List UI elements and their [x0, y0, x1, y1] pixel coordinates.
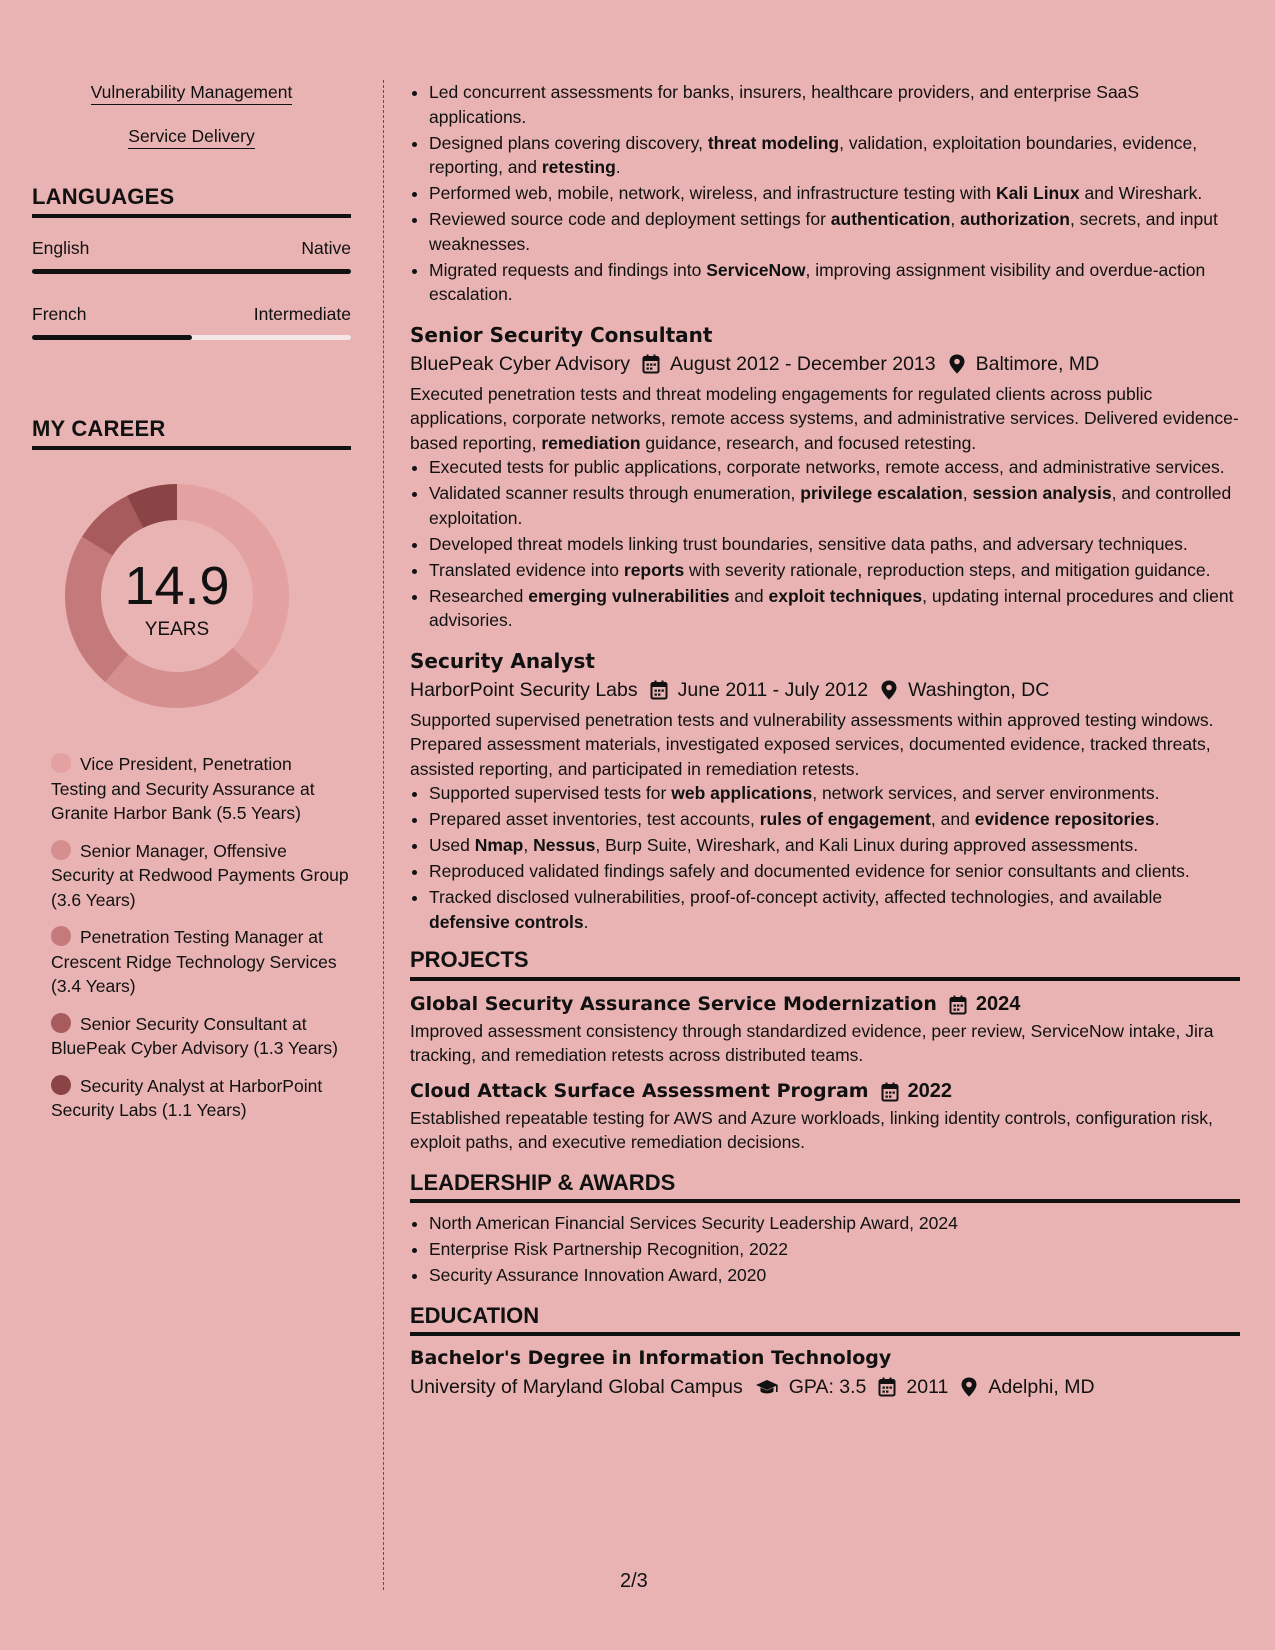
job-entry	[410, 647, 1240, 935]
project-entry	[410, 1076, 1240, 1155]
project-description: Improved assessment consistency through standardized evidence, peer review, ServiceNow intake, Jira tracking, and remediation retests across distributed teams.	[410, 1020, 1214, 1065]
legend-dot	[51, 1075, 71, 1095]
legend-dot	[51, 926, 71, 946]
career-label: Security Analyst at HarborPoint Security Labs (1.1 Years)	[51, 1075, 323, 1120]
education-title: EDUCATION	[410, 1304, 1240, 1337]
language-bar-fill	[32, 335, 192, 340]
column-divider	[383, 80, 384, 1590]
calendar-icon	[878, 1377, 896, 1397]
bold-text: Nessus	[533, 835, 596, 855]
language-bar	[32, 335, 351, 340]
bullet-item: • Validated scanner results through enumeration, privilege escalation, session analysis, and controlled exploitation.	[429, 481, 1240, 530]
language-name: English	[32, 238, 90, 258]
bold-text: exploit techniques	[768, 585, 923, 606]
bullet-item: • Designed plans covering discovery, threat modeling, validation, exploitation boundaries, evidence, reporting, and retesting.	[429, 131, 1240, 180]
project-year: 2024	[975, 992, 1021, 1015]
career-title: MY CAREER	[32, 416, 351, 450]
job-summary: Supported supervised penetration tests and vulnerability assessments within approved testing windows. Prepared assessment materials, investigated exposed services, documented evidence, tracked threats, assisted reporting, and participated in remediation retests.	[410, 709, 1214, 779]
bullet-item: • Reviewed source code and deployment settings for authentication, authorization, secrets, and input weaknesses.	[429, 207, 1240, 256]
languages-section	[32, 184, 351, 340]
job-title: Senior Security Consultant	[410, 322, 713, 347]
job-location: Baltimore, MD	[975, 352, 1100, 375]
bullet-item: • Led concurrent assessments for banks, insurers, healthcare providers, and enterprise SaaS applications.	[429, 80, 1240, 129]
graduation-cap-icon	[755, 1377, 779, 1397]
main-content	[410, 80, 1240, 1402]
career-label: Penetration Testing Manager at Crescent Ridge Technology Services (3.4 Years)	[51, 927, 337, 996]
bullet-item: • Executed tests for public applications, corporate networks, remote access, and administrative services.	[429, 455, 1240, 480]
job-dates: August 2012 - December 2013	[670, 352, 936, 375]
experience-list	[410, 321, 1240, 935]
language-name: French	[32, 304, 87, 324]
language-level: Native	[301, 238, 351, 258]
career-legend	[32, 752, 351, 1123]
job-bullets	[410, 781, 1240, 934]
legend-dot	[51, 840, 71, 860]
awards-list	[410, 1211, 1240, 1288]
bullet-item: • Researched emerging vulnerabilities and exploit techniques, updating internal procedures and client advisories.	[429, 584, 1240, 633]
job-summary: Executed penetration tests and threat modeling engagements for regulated clients across public applications, corporate networks, remote access systems, and administrative services. Delivered evidence-based reporting, remediation guidance, research, and focused retesting.	[410, 383, 1239, 453]
bold-text: rules of engagement	[759, 809, 931, 829]
projects-list	[410, 989, 1240, 1155]
job-meta	[410, 349, 1240, 379]
location-pin-icon	[948, 354, 966, 374]
project-name: Cloud Attack Surface Assessment Program	[410, 1079, 869, 1102]
gpa: GPA: 3.5	[788, 1376, 867, 1398]
career-legend-item	[51, 839, 351, 913]
job-title: Security Analyst	[410, 648, 595, 673]
project-header	[410, 1076, 1240, 1106]
bullet-item: • Used Nmap, Nessus, Burp Suite, Wireshark, and Kali Linux during approved assessments.	[429, 833, 1240, 858]
bullet-item: • Prepared asset inventories, test accounts, rules of engagement, and evidence repositories.	[429, 807, 1240, 832]
education-location: Adelphi, MD	[988, 1376, 1095, 1398]
languages-title: LANGUAGES	[32, 184, 351, 218]
career-total: 14.9	[124, 556, 230, 616]
degree-title: Bachelor's Degree in Information Technology	[410, 1347, 892, 1369]
career-unit: YEARS	[144, 619, 210, 640]
language-item	[32, 304, 351, 340]
skill-tag: Service Delivery	[32, 124, 351, 148]
career-label: Senior Manager, Offensive Security at Redwood Payments Group (3.6 Years)	[51, 840, 349, 910]
language-level: Intermediate	[253, 304, 351, 324]
project-entry	[410, 989, 1240, 1068]
education-meta	[410, 1372, 1240, 1402]
bold-text: threat modeling	[707, 132, 840, 153]
bold-text: Kali Linux	[996, 183, 1080, 203]
company-name: HarborPoint Security Labs	[410, 678, 638, 701]
job-bullets	[410, 455, 1240, 633]
bold-text: evidence repositories	[974, 809, 1155, 829]
calendar-icon	[642, 354, 660, 374]
bold-text: web applications	[671, 783, 813, 803]
awards-title: LEADERSHIP & AWARDS	[410, 1171, 1240, 1204]
job-dates: June 2011 - July 2012	[677, 678, 869, 701]
bullet-item: • Reproduced validated findings safely and documented evidence for senior consultants and clients.	[429, 859, 1240, 884]
bold-text: reports	[623, 559, 685, 580]
award-item: • Security Assurance Innovation Award, 2020	[429, 1263, 1240, 1288]
bold-text: defensive controls	[429, 911, 584, 932]
bold-text: remediation	[541, 432, 641, 453]
bold-text: retesting	[541, 157, 616, 177]
bullet-item: • Performed web, mobile, network, wireless, and infrastructure testing with Kali Linux and Wireshark.	[429, 181, 1240, 206]
bold-text: privilege escalation	[800, 483, 963, 503]
bold-text: authentication	[830, 209, 951, 229]
career-donut-chart	[32, 484, 351, 724]
education-year: 2011	[906, 1376, 949, 1398]
legend-dot	[51, 1013, 71, 1033]
award-item: • North American Financial Services Security Leadership Award, 2024	[429, 1211, 1240, 1236]
career-legend-item	[51, 925, 351, 999]
location-pin-icon	[960, 1377, 978, 1397]
bullet-item: • Developed threat models linking trust boundaries, sensitive data paths, and adversary techniques.	[429, 532, 1240, 557]
bullet-item: • Supported supervised tests for web applications, network services, and server environments.	[429, 781, 1240, 806]
career-label: Vice President, Penetration Testing and Security Assurance at Granite Harbor Bank (5.5 Years)	[51, 754, 315, 823]
bold-text: ServiceNow	[706, 259, 806, 280]
project-description: Established repeatable testing for AWS and Azure workloads, linking identity controls, configuration risk, exploit paths, and executive remediation decisions.	[410, 1107, 1213, 1152]
bold-text: emerging vulnerabilities	[528, 585, 730, 606]
skill-tag: Vulnerability Management	[32, 80, 351, 104]
job-entry	[410, 321, 1240, 633]
project-header	[410, 989, 1240, 1019]
calendar-icon	[949, 994, 967, 1014]
language-item	[32, 238, 351, 274]
project-name: Global Security Assurance Service Modernization	[410, 992, 937, 1015]
job-location: Washington, DC	[908, 678, 1050, 701]
bold-text: session analysis	[972, 483, 1112, 503]
career-legend-item	[51, 1012, 351, 1061]
legend-dot	[51, 753, 71, 773]
donut-segment	[105, 648, 259, 708]
language-bar-fill	[32, 269, 351, 274]
language-bar	[32, 269, 351, 274]
projects-title: PROJECTS	[410, 948, 1240, 981]
job-meta	[410, 675, 1240, 705]
school-name: University of Maryland Global Campus	[410, 1376, 743, 1398]
previous-job-bullets	[410, 80, 1240, 307]
career-legend-item	[51, 752, 351, 826]
bullet-item: • Tracked disclosed vulnerabilities, proof-of-concept activity, affected technologies, and available defensive controls.	[429, 885, 1240, 934]
bullet-item: • Migrated requests and findings into ServiceNow, improving assignment visibility and overdue-action escalation.	[429, 258, 1240, 307]
career-label: Senior Security Consultant at BluePeak Cyber Advisory (1.3 Years)	[51, 1013, 338, 1058]
calendar-icon	[650, 680, 668, 700]
location-pin-icon	[880, 680, 898, 700]
award-item: • Enterprise Risk Partnership Recognition, 2022	[429, 1237, 1240, 1262]
bold-text: authorization	[960, 209, 1070, 229]
project-year: 2022	[907, 1079, 953, 1102]
career-section	[32, 416, 351, 1123]
bold-text: Nmap	[474, 835, 524, 855]
company-name: BluePeak Cyber Advisory	[410, 352, 631, 375]
sidebar	[32, 80, 351, 1136]
calendar-icon	[881, 1081, 899, 1101]
page-number: 2/3	[620, 1570, 648, 1592]
career-legend-item	[51, 1074, 351, 1123]
bullet-item: • Translated evidence into reports with severity rationale, reproduction steps, and mitigation guidance.	[429, 558, 1240, 583]
